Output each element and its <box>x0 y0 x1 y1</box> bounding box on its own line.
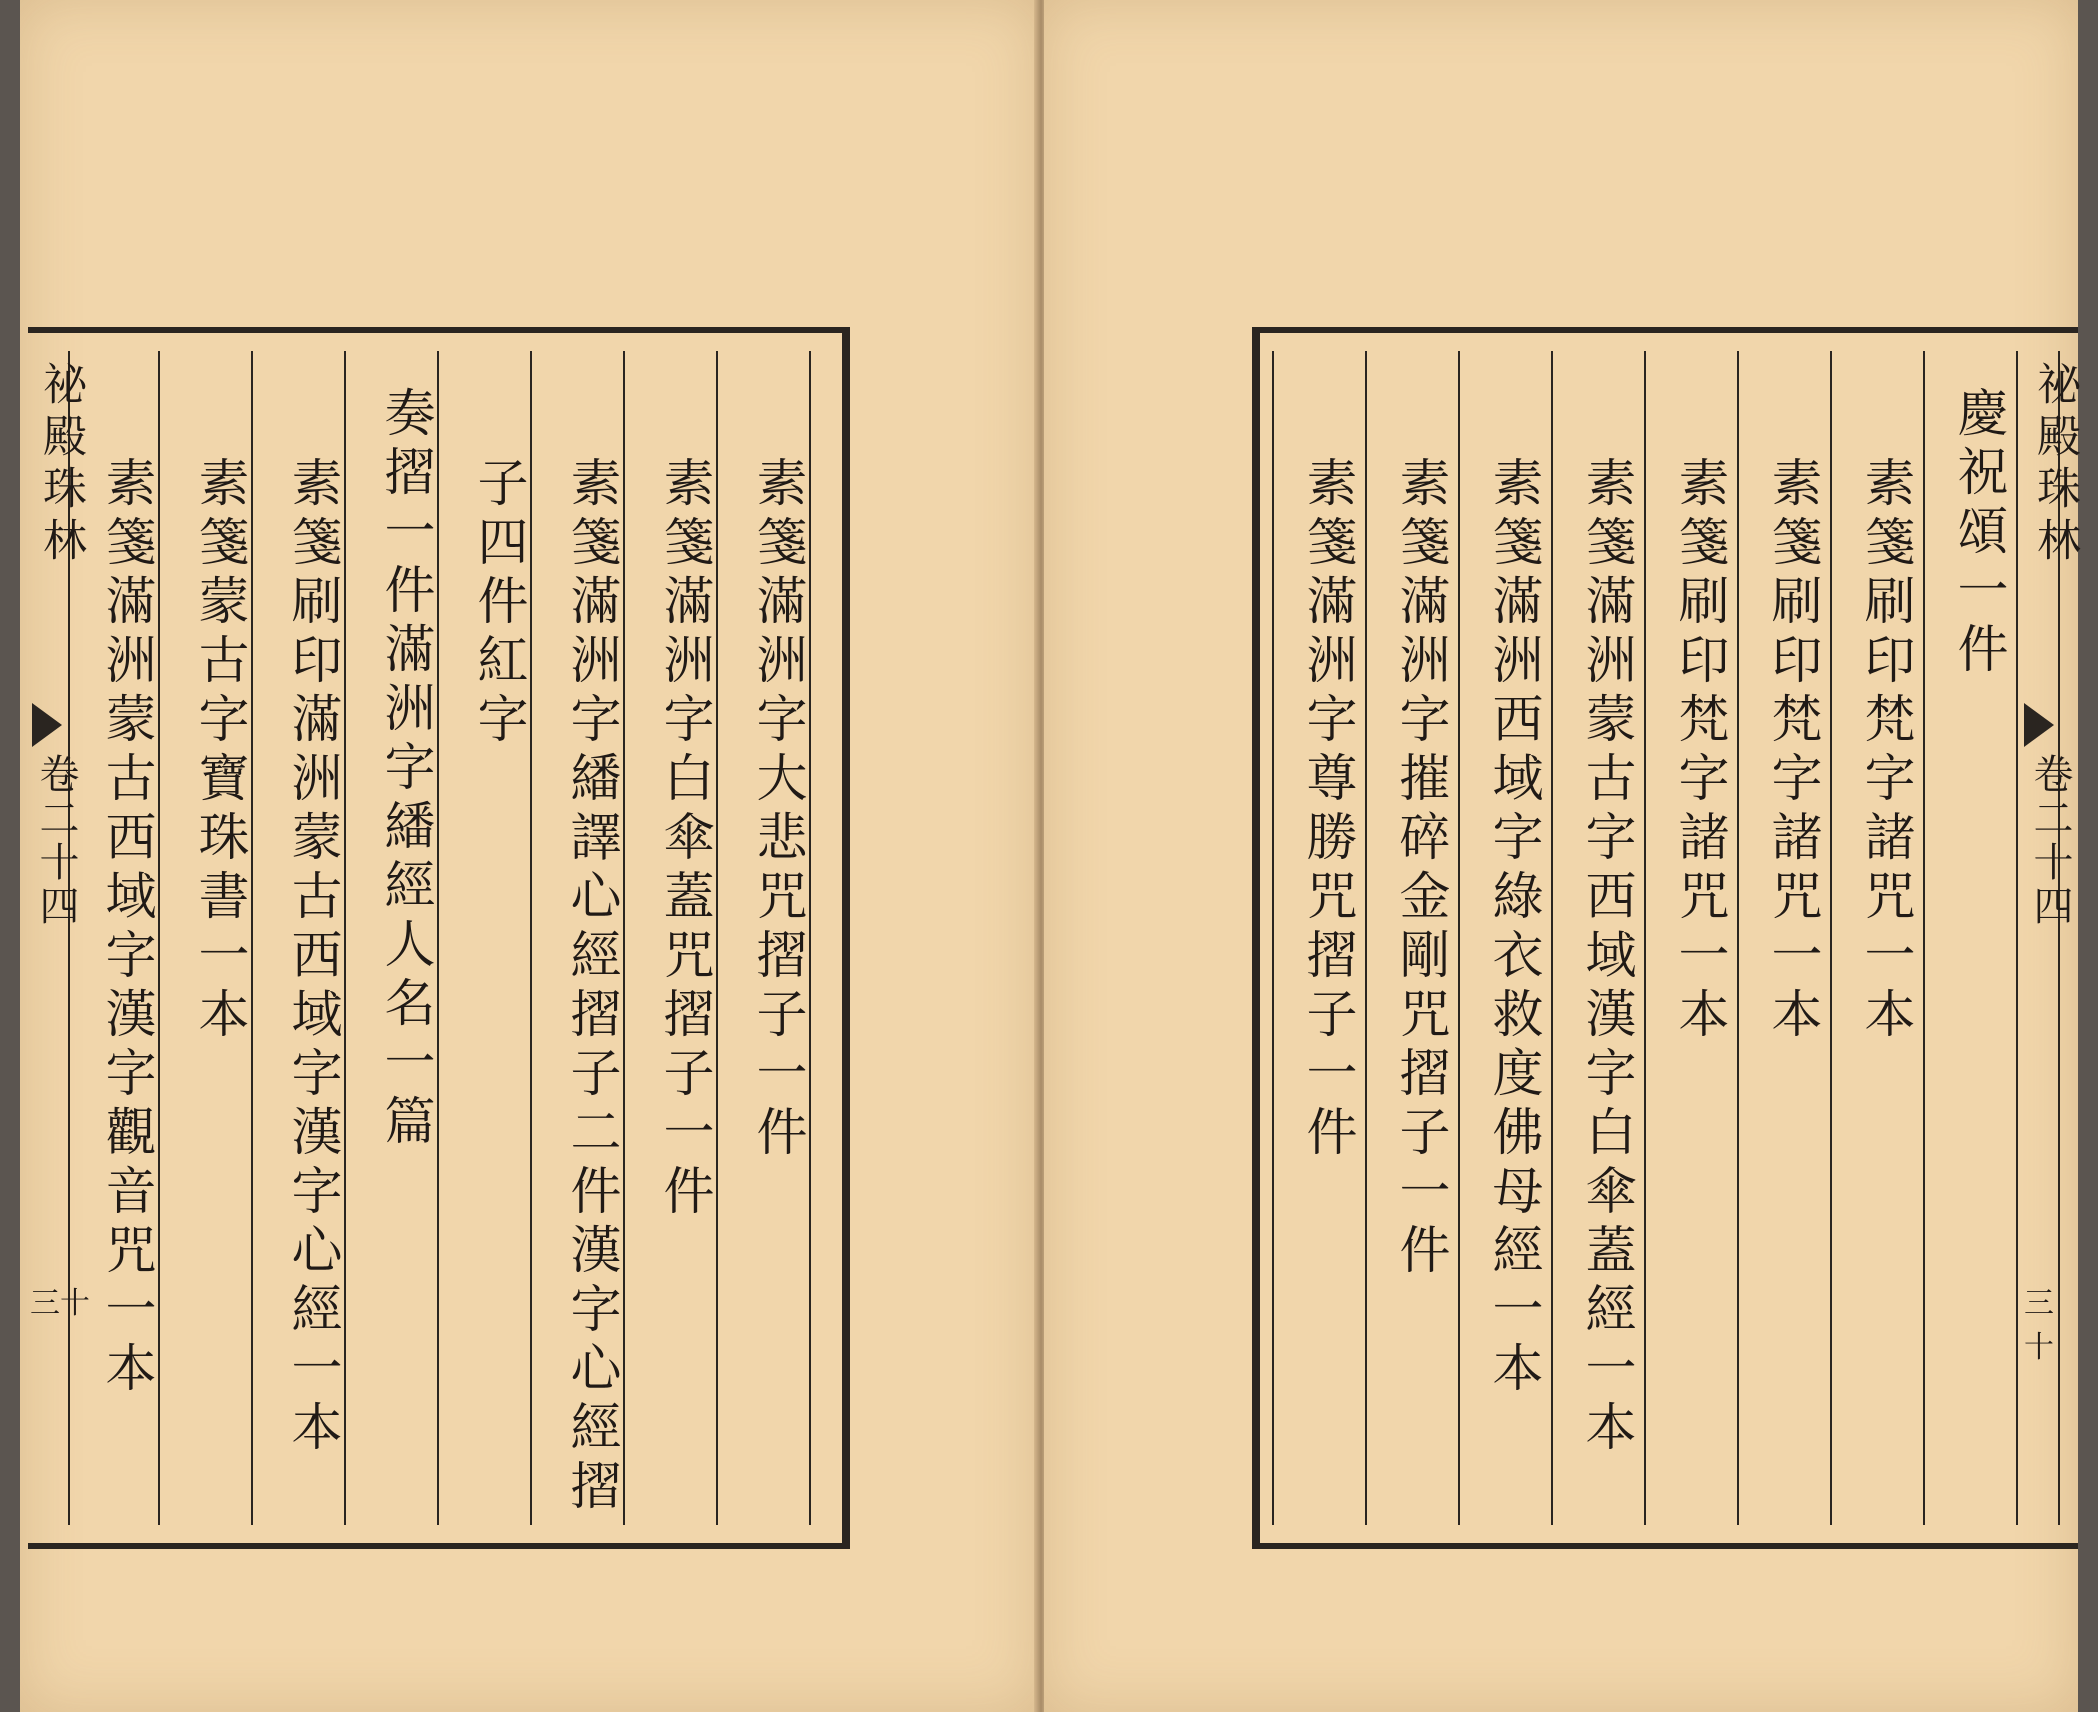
left-page <box>20 0 1038 1712</box>
text-column-2: 素箋刷印梵字諸咒一本 <box>1855 456 1914 1046</box>
text-column-3: 素箋刷印梵字諸咒一本 <box>1762 456 1821 1046</box>
text-column-1: 慶祝頌一件 <box>1948 386 2007 681</box>
column-rule <box>251 351 253 1525</box>
text-column-4: 素箋刷印梵字諸咒一本 <box>1669 456 1728 1046</box>
column-rule <box>809 351 811 1525</box>
column-rule <box>437 351 439 1525</box>
left-text-frame <box>28 327 850 1549</box>
banxin-title: 祕殿珠林 <box>35 361 86 569</box>
banxin-volume: 卷二十四 <box>2027 753 2073 929</box>
text-column-6: 素箋滿洲西域字綠衣救度佛母經一本 <box>1483 456 1542 1400</box>
right-page <box>1044 0 2078 1712</box>
text-column-4: 子四件紅字 <box>468 456 527 751</box>
right-text-frame <box>1252 327 2078 1549</box>
column-rule <box>1272 351 1274 1525</box>
column-rule <box>623 351 625 1525</box>
banxin-volume: 卷二十四 <box>33 753 79 929</box>
text-column-1: 素箋滿洲字大悲咒摺子一件 <box>747 456 806 1164</box>
column-rule <box>1551 351 1553 1525</box>
column-rule <box>2016 351 2018 1525</box>
text-column-7: 素箋滿洲字摧碎金剛咒摺子一件 <box>1390 456 1449 1282</box>
column-rule <box>716 351 718 1525</box>
text-column-3: 素箋滿洲字繙譯心經摺子二件漢字心經摺 <box>561 456 620 1518</box>
folio-number: 三十 <box>2024 1286 2054 1365</box>
column-rule <box>530 351 532 1525</box>
column-rule <box>158 351 160 1525</box>
column-rule <box>1458 351 1460 1525</box>
fishtail-mark <box>2024 703 2054 747</box>
text-column-6: 素箋刷印滿洲蒙古西域字漢字心經一本 <box>282 456 341 1459</box>
text-column-5: 奏摺一件滿洲字繙經人名一篇 <box>375 386 434 1153</box>
column-rule <box>1830 351 1832 1525</box>
column-rule <box>1644 351 1646 1525</box>
text-column-2: 素箋滿洲字白傘蓋咒摺子一件 <box>654 456 713 1223</box>
text-column-8: 素箋滿洲蒙古西域字漢字觀音咒一本 <box>96 456 155 1400</box>
text-column-8: 素箋滿洲字尊勝咒摺子一件 <box>1297 456 1356 1164</box>
column-rule <box>1923 351 1925 1525</box>
column-rule <box>344 351 346 1525</box>
column-rule <box>1365 351 1367 1525</box>
fishtail-mark <box>32 703 62 747</box>
folio-number: 三十 <box>30 1286 90 1321</box>
banxin-title: 祕殿珠林 <box>2029 361 2080 569</box>
column-rule <box>1737 351 1739 1525</box>
text-column-7: 素箋蒙古字寶珠書一本 <box>189 456 248 1046</box>
text-column-5: 素箋滿洲蒙古字西域漢字白傘蓋經一本 <box>1576 456 1635 1459</box>
